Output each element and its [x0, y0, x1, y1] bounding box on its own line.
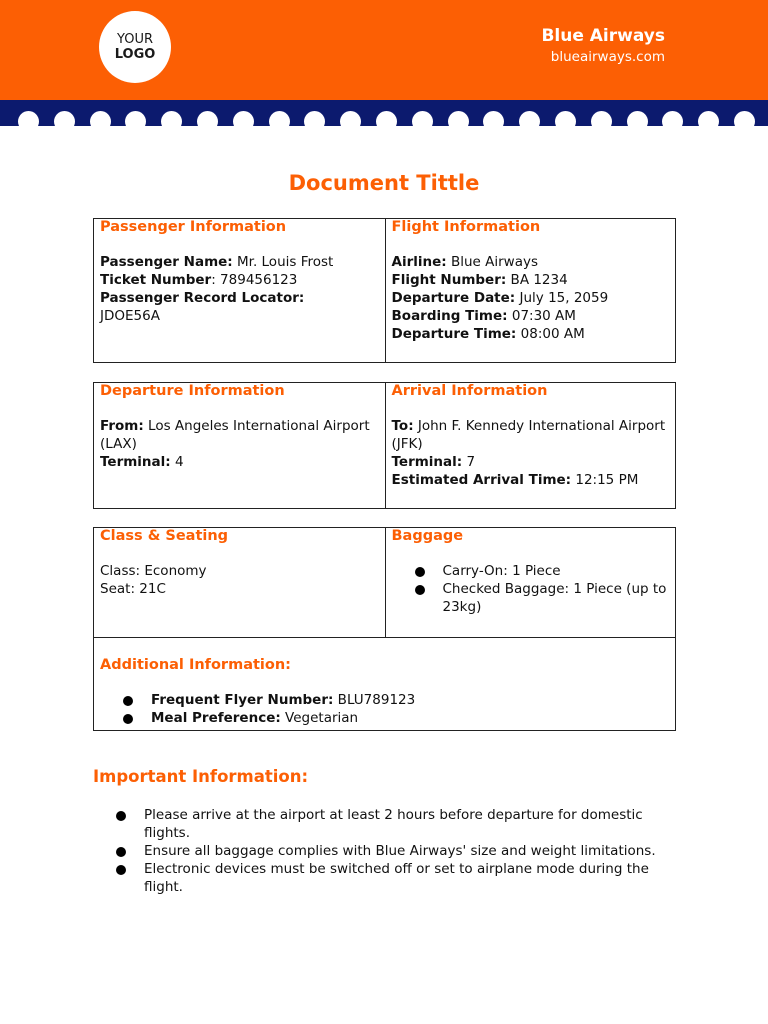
- departure-info-cell: [94, 383, 385, 508]
- arrival-terminal-value: 7: [462, 454, 476, 470]
- important-info-title: Important Information:: [93, 767, 309, 786]
- flight-number-value: BA 1234: [506, 272, 568, 288]
- bullet-icon: [116, 811, 126, 821]
- flight-number-label: Flight Number:: [391, 272, 507, 288]
- passenger-info-title: Passenger Information: [100, 219, 287, 235]
- eta-value: 12:15 PM: [571, 472, 639, 488]
- airline-value: Blue Airways: [446, 254, 538, 270]
- baggage-cell: [385, 528, 676, 637]
- airline-row: [392, 253, 670, 271]
- arrival-info-title: Arrival Information: [391, 383, 548, 399]
- strip-dot: [591, 111, 612, 126]
- header-banner: [0, 0, 768, 100]
- strip-dot: [412, 111, 433, 126]
- list-item: Electronic devices must be switched off or set to airplane mode during the flight.: [116, 860, 676, 896]
- strip-dot: [448, 111, 469, 126]
- flight-info-title: Flight Information: [391, 219, 541, 235]
- record-locator-label: Passenger Record Locator:: [100, 290, 305, 306]
- ffn-label: Frequent Flyer Number:: [151, 692, 334, 708]
- bullet-icon: [116, 847, 126, 857]
- brand-name: Blue Airways: [541, 26, 665, 46]
- strip-dot: [555, 111, 576, 126]
- list-item: Ensure all baggage complies with Blue Airways' size and weight limitations.: [116, 842, 676, 860]
- meal-value: Vegetarian: [280, 710, 359, 726]
- bullet-icon: [415, 567, 425, 577]
- strip-dot: [340, 111, 361, 126]
- departure-time-value: 08:00 AM: [516, 326, 585, 342]
- company-logo: [99, 11, 171, 83]
- list-item: Please arrive at the airport at least 2 hours before departure for domestic flights.: [116, 806, 676, 842]
- list-item: [123, 691, 669, 709]
- strip-dot: [18, 111, 39, 126]
- departure-terminal-label: Terminal:: [100, 454, 171, 470]
- bullet-icon: [116, 865, 126, 875]
- eta-label: Estimated Arrival Time:: [391, 472, 572, 488]
- bullet-icon: [123, 714, 133, 724]
- list-item: Checked Baggage: 1 Piece (up to 23kg): [415, 580, 670, 616]
- ticket-number-label: Ticket Number: [100, 272, 212, 288]
- boarding-time-row: [392, 307, 670, 325]
- departure-date-value: July 15, 2059: [515, 290, 609, 306]
- flight-number-row: [392, 271, 670, 289]
- class-baggage-additional-box: [93, 527, 676, 731]
- strip-dot: [698, 111, 719, 126]
- class-seating-title: Class & Seating: [100, 528, 229, 544]
- list-item: [123, 709, 669, 727]
- decorative-dot-strip: [0, 100, 768, 126]
- boarding-time-value: 07:30 AM: [507, 308, 576, 324]
- boarding-time-label: Boarding Time:: [391, 308, 508, 324]
- from-row: [100, 417, 379, 453]
- passenger-flight-box: [93, 218, 676, 363]
- seat-line: Seat: 21C: [100, 581, 166, 597]
- additional-info-title: Additional Information:: [100, 657, 291, 673]
- departure-date-row: [392, 289, 670, 307]
- strip-dot: [662, 111, 683, 126]
- important-info-list: [116, 806, 676, 896]
- ffn-value: BLU789123: [333, 692, 416, 708]
- passenger-name-label: Passenger Name:: [100, 254, 233, 270]
- bullet-icon: [415, 585, 425, 595]
- strip-dot: [197, 111, 218, 126]
- from-value: Los Angeles International Airport (LAX): [100, 418, 370, 452]
- list-item: Carry-On: 1 Piece: [415, 562, 670, 580]
- ticket-number-value: : 789456123: [211, 272, 298, 288]
- departure-time-row: [392, 325, 670, 343]
- brand-block: [541, 25, 665, 67]
- strip-dot: [519, 111, 540, 126]
- strip-dot: [161, 111, 182, 126]
- departure-info-title: Departure Information: [100, 383, 285, 399]
- departure-terminal-row: [100, 453, 379, 471]
- strip-dot: [734, 111, 755, 126]
- strip-dot: [483, 111, 504, 126]
- departure-terminal-value: 4: [170, 454, 184, 470]
- logo-text-logo: LOGO: [114, 47, 156, 62]
- strip-dot: [90, 111, 111, 126]
- to-label: To:: [391, 418, 414, 434]
- passenger-name-value: Mr. Louis Frost: [232, 254, 334, 270]
- additional-info-list: [123, 691, 669, 727]
- departure-arrival-box: [93, 382, 676, 509]
- arrival-info-cell: [385, 383, 676, 508]
- baggage-title: Baggage: [391, 528, 464, 544]
- to-value: John F. Kennedy International Airport (JFK): [391, 418, 666, 452]
- airline-label: Airline:: [391, 254, 447, 270]
- arrival-terminal-label: Terminal:: [391, 454, 463, 470]
- strip-dot: [125, 111, 146, 126]
- strip-dot: [54, 111, 75, 126]
- bullet-icon: [123, 696, 133, 706]
- passenger-name-row: [100, 253, 379, 271]
- logo-text-your: YOUR: [116, 32, 153, 47]
- from-label: From:: [100, 418, 144, 434]
- to-row: [392, 417, 670, 453]
- strip-dot: [376, 111, 397, 126]
- brand-url: blueairways.com: [550, 49, 665, 65]
- departure-date-label: Departure Date:: [391, 290, 516, 306]
- additional-info-cell: [94, 638, 675, 727]
- strip-dot: [233, 111, 254, 126]
- meal-label: Meal Preference:: [151, 710, 281, 726]
- class-line: Class: Economy: [100, 563, 207, 579]
- baggage-list: [415, 562, 670, 616]
- strip-dot: [269, 111, 290, 126]
- departure-time-label: Departure Time:: [391, 326, 517, 342]
- document-title: Document Tittle: [288, 171, 480, 195]
- eta-row: [392, 471, 670, 489]
- flight-info-cell: [385, 219, 676, 362]
- strip-dot: [627, 111, 648, 126]
- ticket-number-row: [100, 271, 379, 289]
- record-locator-value: JDOE56A: [100, 308, 160, 324]
- arrival-terminal-row: [392, 453, 670, 471]
- strip-dot: [304, 111, 325, 126]
- passenger-info-cell: [94, 219, 385, 362]
- class-seating-cell: [94, 528, 385, 637]
